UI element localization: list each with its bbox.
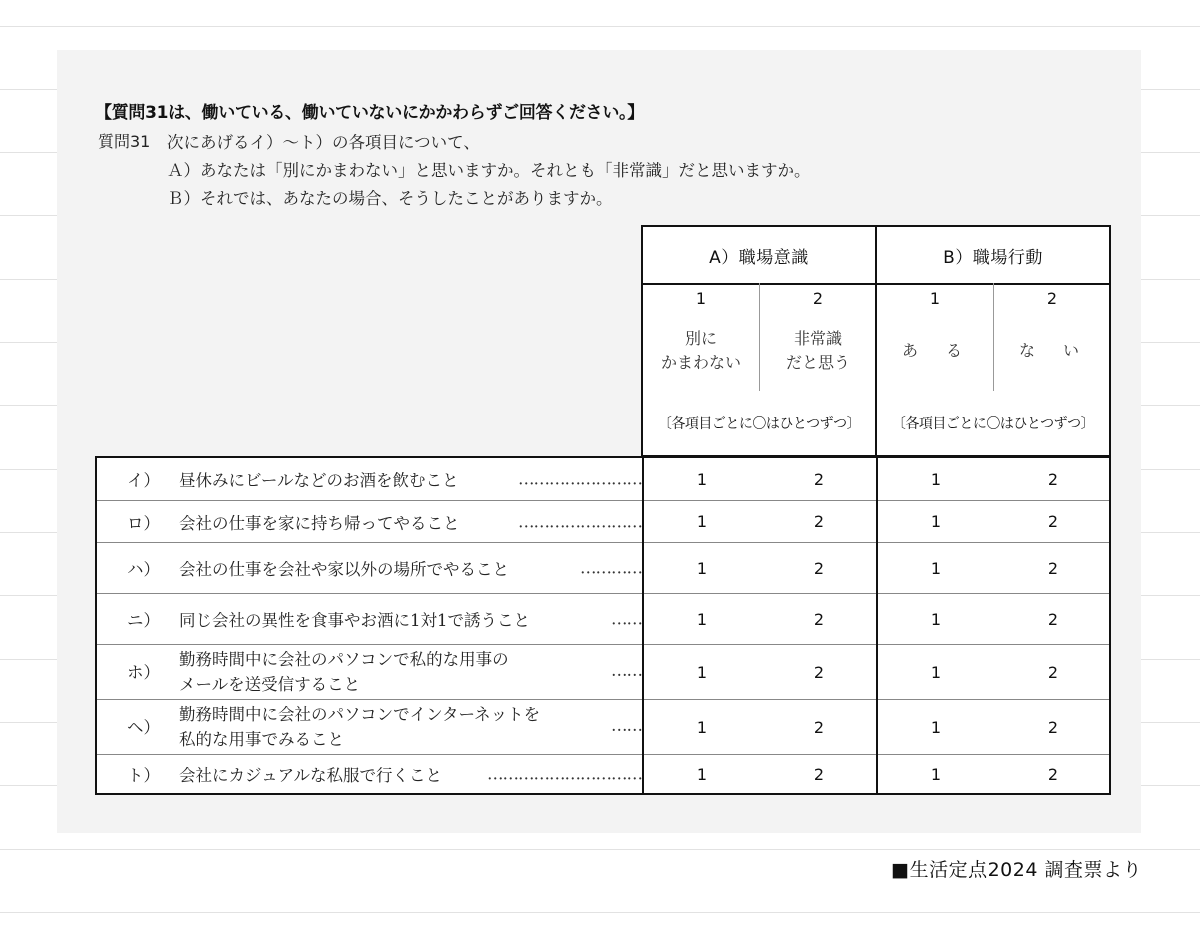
question-number: 質問31	[98, 132, 151, 151]
table-row	[97, 542, 1109, 593]
group-b-note: 〔各項目ごとに〇はひとつずつ〕	[891, 416, 1095, 432]
table-row	[97, 458, 1109, 500]
group-b-title: B）職場行動	[877, 227, 1109, 285]
group-a-col1-number: 1	[695, 289, 707, 308]
answer-b2[interactable]: 2	[1047, 717, 1059, 737]
row-text-line: 私的な用事でみること	[179, 730, 344, 749]
row-text: 昼休みにビールなどのお酒を飲むこと	[179, 471, 459, 490]
group-b-col2-number: 2	[1046, 289, 1058, 308]
row-number: ト）	[127, 766, 160, 785]
answer-b1[interactable]: 1	[930, 717, 942, 737]
label-line: かまわない	[660, 353, 741, 372]
group-a-col2-label	[760, 327, 876, 375]
group-b-header	[875, 225, 1111, 457]
column-divider	[993, 283, 994, 391]
answer-a2[interactable]: 2	[813, 662, 825, 682]
answer-b2[interactable]: 2	[1047, 469, 1059, 489]
group-b-col2-label: な い	[1018, 341, 1085, 360]
background-rule	[0, 912, 1200, 913]
group-a-col1-label	[643, 327, 759, 375]
answer-b1[interactable]: 1	[930, 662, 942, 682]
answer-a1[interactable]: 1	[696, 662, 708, 682]
row-text: 会社の仕事を家に持ち帰ってやること	[179, 513, 460, 533]
table-row	[97, 500, 1109, 542]
leader-dots: …………	[580, 558, 642, 578]
answer-b2[interactable]: 2	[1047, 512, 1059, 531]
table-row	[97, 593, 1109, 644]
row-label	[97, 594, 642, 644]
background-rule	[0, 849, 1200, 850]
question-part-a: Ａ）あなたは「別にかまわない」と思いますか。それとも「非常識」だと思いますか。	[167, 161, 811, 180]
row-text	[179, 647, 509, 697]
answer-a2[interactable]: 2	[813, 717, 825, 737]
answer-a1[interactable]: 1	[696, 764, 708, 784]
group-a-note: 〔各項目ごとに〇はひとつずつ〕	[657, 416, 861, 432]
leader-dots: ……………………	[518, 469, 642, 489]
answer-a1[interactable]: 1	[696, 717, 708, 737]
answer-b1[interactable]: 1	[930, 469, 942, 489]
answer-b1[interactable]: 1	[930, 764, 942, 784]
table-row	[97, 699, 1109, 754]
row-text: 同じ会社の異性を食事やお酒に1対1で誘うこと	[179, 611, 530, 630]
row-number: ロ）	[127, 513, 160, 533]
row-number: ニ）	[127, 611, 160, 630]
label-line: 別に	[684, 329, 717, 348]
leader-dots: …………………………	[487, 764, 642, 784]
answer-a2[interactable]: 2	[813, 764, 825, 784]
answer-b1[interactable]: 1	[930, 558, 942, 578]
table-divider	[876, 458, 878, 793]
answer-a1[interactable]: 1	[696, 512, 708, 531]
item-table	[95, 456, 1111, 795]
answer-a2[interactable]: 2	[813, 469, 825, 489]
answer-a1[interactable]: 1	[696, 469, 708, 489]
row-label	[97, 645, 642, 699]
row-label	[97, 543, 642, 593]
answer-b1[interactable]: 1	[930, 512, 942, 531]
row-text-line: 勤務時間中に会社のパソコンでインターネットを	[179, 705, 541, 724]
row-label	[97, 501, 642, 542]
row-text-line: メールを送受信すること	[179, 675, 361, 694]
group-a-col2-number: 2	[812, 289, 824, 308]
label-line: 非常識	[793, 329, 842, 348]
group-b-col1-number: 1	[929, 289, 941, 308]
answer-b2[interactable]: 2	[1047, 662, 1059, 682]
row-number: ホ）	[127, 663, 160, 682]
answer-b1[interactable]: 1	[930, 609, 942, 629]
answer-b2[interactable]: 2	[1047, 609, 1059, 629]
row-number: ハ）	[127, 560, 160, 579]
group-b-col1-label: あ る	[901, 341, 968, 360]
row-text-line: 勤務時間中に会社のパソコンで私的な用事の	[179, 650, 509, 669]
table-row	[97, 754, 1109, 793]
section-heading: 【質問31は、働いている、働いていないにかかわらずご回答ください。】	[95, 103, 644, 123]
answer-a2[interactable]: 2	[813, 558, 825, 578]
answer-b2[interactable]: 2	[1047, 764, 1059, 784]
row-number: ヘ）	[127, 718, 160, 737]
question-text: 次にあげるイ）〜ト）の各項目について、	[167, 133, 480, 152]
label-line: だと思う	[785, 353, 850, 372]
row-label	[97, 700, 642, 754]
answer-a1[interactable]: 1	[696, 609, 708, 629]
row-label	[97, 458, 642, 500]
answer-a1[interactable]: 1	[696, 558, 708, 578]
row-text	[179, 702, 540, 752]
background-rule	[0, 26, 1200, 27]
answer-b2[interactable]: 2	[1047, 558, 1059, 578]
row-text: 会社の仕事を会社や家以外の場所でやること	[179, 560, 509, 579]
column-divider	[759, 283, 760, 391]
leader-dots: ……	[611, 609, 642, 629]
answer-a2[interactable]: 2	[813, 512, 825, 531]
source-footer: ■生活定点2024 調査票より	[891, 859, 1142, 881]
group-a-header	[641, 225, 877, 457]
leader-dots: ……	[611, 716, 642, 735]
table-divider	[642, 458, 644, 793]
row-label	[97, 755, 642, 793]
answer-a2[interactable]: 2	[813, 609, 825, 629]
group-a-title: A）職場意識	[643, 227, 875, 285]
leader-dots: ……………………	[518, 512, 642, 531]
leader-dots: ……	[611, 661, 642, 680]
row-number: イ）	[127, 471, 160, 490]
row-text: 会社にカジュアルな私服で行くこと	[179, 766, 443, 785]
table-row	[97, 644, 1109, 699]
question-part-b: Ｂ）それでは、あなたの場合、そうしたことがありますか。	[167, 189, 613, 208]
